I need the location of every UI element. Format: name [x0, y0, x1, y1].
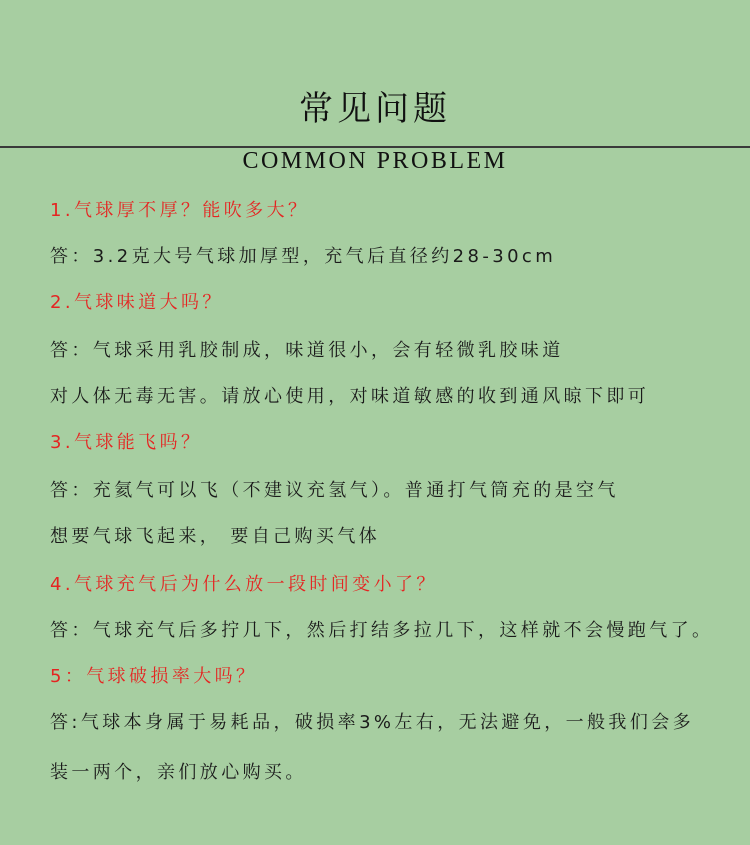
- faq-question-4: 4.气球充气后为什么放一段时间变小了？: [50, 574, 438, 595]
- faq-answer-4-line-1: 答：气球充气后多拧几下，然后打结多拉几下，这样就不会慢跑气了。: [50, 620, 714, 641]
- faq-question-3: 3.气球能飞吗？: [50, 432, 203, 453]
- page-title: 常见问题: [299, 89, 451, 129]
- faq-question-2: 2.气球味道大吗？: [50, 292, 224, 313]
- page-subtitle: COMMON PROBLEM: [242, 148, 508, 174]
- faq-question-1: 1.气球厚不厚？能吹多大？: [50, 200, 310, 221]
- faq-question-5: 5：气球破损率大吗？: [50, 666, 258, 687]
- faq-answer-5-line-1: 答:气球本身属于易耗品，破损率3%左右，无法避免，一般我们会多: [50, 712, 695, 733]
- faq-answer-2-line-2: 对人体无毒无害。请放心使用，对味道敏感的收到通风晾下即可: [50, 386, 650, 407]
- faq-answer-2-line-1: 答：气球采用乳胶制成，味道很小，会有轻微乳胶味道: [50, 340, 564, 361]
- faq-answer-5-line-2: 装一两个，亲们放心购买。: [50, 762, 307, 783]
- faq-answer-3-line-2: 想要气球飞起来， 要自己购买气体: [50, 526, 381, 547]
- faq-answer-3-line-1: 答：充氦气可以飞（不建议充氢气）。普通打气筒充的是空气: [50, 480, 619, 501]
- faq-answer-1-line-1: 答：3.2克大号气球加厚型，充气后直径约28-30cm: [50, 246, 557, 267]
